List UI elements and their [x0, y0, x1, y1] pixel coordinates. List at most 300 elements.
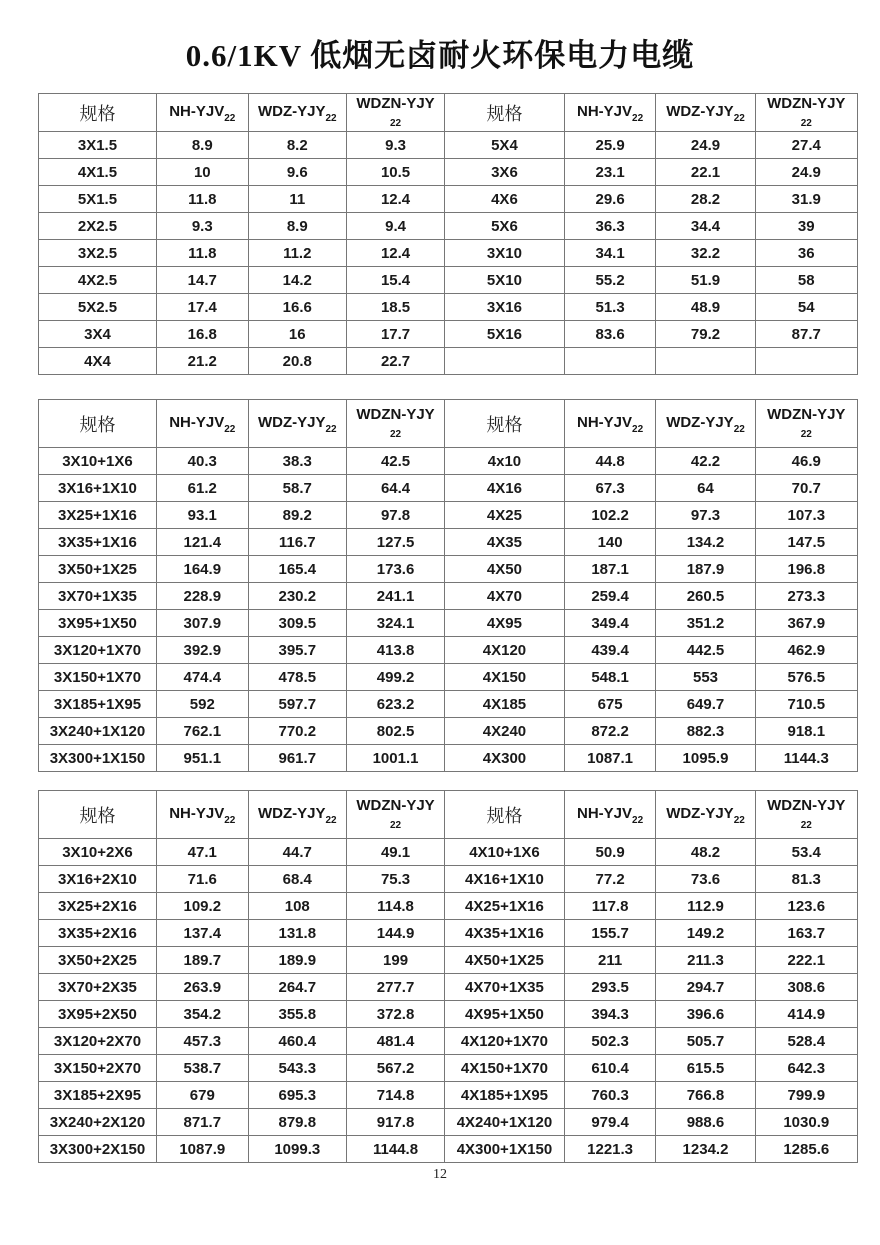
- spec-cell: 3X10+1X6: [39, 448, 157, 475]
- table-row: [39, 159, 858, 186]
- table-row: [39, 1055, 858, 1082]
- value-cell: 12.4: [346, 186, 444, 213]
- value-cell: 543.3: [248, 1055, 346, 1082]
- spec-cell: 3X10+2X6: [39, 839, 157, 866]
- value-cell: 44.8: [564, 448, 656, 475]
- cable-table-3: [38, 790, 858, 1163]
- value-cell: 17.4: [156, 294, 248, 321]
- value-cell: 117.8: [564, 893, 656, 920]
- value-cell: 528.4: [755, 1028, 857, 1055]
- table-row: [39, 745, 858, 772]
- value-cell: 538.7: [156, 1055, 248, 1082]
- value-cell: 309.5: [248, 610, 346, 637]
- value-cell: 16.8: [156, 321, 248, 348]
- value-cell: 1144.8: [346, 1136, 444, 1163]
- value-cell: 75.3: [346, 866, 444, 893]
- value-cell: 116.7: [248, 529, 346, 556]
- value-cell: 222.1: [755, 947, 857, 974]
- value-cell: 164.9: [156, 556, 248, 583]
- spec-cell: 3X25+2X16: [39, 893, 157, 920]
- value-cell: 442.5: [656, 637, 755, 664]
- value-cell: 70.7: [755, 475, 857, 502]
- spec-cell: 4X16: [445, 475, 565, 502]
- value-cell: 68.4: [248, 866, 346, 893]
- spec-cell: 3X95+2X50: [39, 1001, 157, 1028]
- value-cell: 349.4: [564, 610, 656, 637]
- value-cell: 51.9: [656, 267, 755, 294]
- value-cell: 1285.6: [755, 1136, 857, 1163]
- spec-cell: 4X50+1X25: [445, 947, 565, 974]
- value-cell: 81.3: [755, 866, 857, 893]
- value-cell: 1095.9: [656, 745, 755, 772]
- column-header-model: WDZ-$YJY_{22}$: [656, 400, 755, 448]
- value-cell: 8.9: [156, 132, 248, 159]
- value-cell: 31.9: [755, 186, 857, 213]
- value-cell: 592: [156, 691, 248, 718]
- value-cell: 137.4: [156, 920, 248, 947]
- table-row: [39, 186, 858, 213]
- value-cell: 47.1: [156, 839, 248, 866]
- column-header-spec: 规格: [39, 791, 157, 839]
- value-cell: 134.2: [656, 529, 755, 556]
- value-cell: 762.1: [156, 718, 248, 745]
- value-cell: 14.7: [156, 267, 248, 294]
- column-header-model: WDZ-$YJY_{22}$: [248, 94, 346, 132]
- spec-cell: 3X240+2X120: [39, 1109, 157, 1136]
- value-cell: 73.6: [656, 866, 755, 893]
- value-cell: 9.3: [156, 213, 248, 240]
- spec-cell: 3X300+1X150: [39, 745, 157, 772]
- value-cell: 28.2: [656, 186, 755, 213]
- value-cell: 21.2: [156, 348, 248, 375]
- value-cell: 20.8: [248, 348, 346, 375]
- cable-table-2: [38, 399, 858, 772]
- value-cell: [656, 348, 755, 375]
- value-cell: 15.4: [346, 267, 444, 294]
- value-cell: 22.7: [346, 348, 444, 375]
- spec-cell: 4X300+1X150: [445, 1136, 565, 1163]
- spec-cell: 4X300: [445, 745, 565, 772]
- spec-cell: 3X70+2X35: [39, 974, 157, 1001]
- value-cell: 23.1: [564, 159, 656, 186]
- value-cell: 439.4: [564, 637, 656, 664]
- value-cell: 163.7: [755, 920, 857, 947]
- value-cell: 38.3: [248, 448, 346, 475]
- spec-cell: 3X95+1X50: [39, 610, 157, 637]
- value-cell: 802.5: [346, 718, 444, 745]
- spec-cell: 4X25+1X16: [445, 893, 565, 920]
- spec-cell: 3X35+1X16: [39, 529, 157, 556]
- header-row: [39, 94, 858, 132]
- value-cell: 918.1: [755, 718, 857, 745]
- value-cell: 770.2: [248, 718, 346, 745]
- spec-cell: 5X4: [445, 132, 565, 159]
- value-cell: 396.6: [656, 1001, 755, 1028]
- column-header-model: WDZN-YJY $_{22}$: [755, 791, 857, 839]
- table-row: [39, 1136, 858, 1163]
- value-cell: 610.4: [564, 1055, 656, 1082]
- value-cell: 871.7: [156, 1109, 248, 1136]
- table-row: [39, 583, 858, 610]
- spec-cell: 4X35: [445, 529, 565, 556]
- value-cell: 27.4: [755, 132, 857, 159]
- value-cell: 499.2: [346, 664, 444, 691]
- column-header-model: WDZ-$YJY_{22}$: [248, 791, 346, 839]
- value-cell: 10: [156, 159, 248, 186]
- value-cell: 710.5: [755, 691, 857, 718]
- column-header-model: $NH-YJV_{22}$: [156, 791, 248, 839]
- value-cell: 273.3: [755, 583, 857, 610]
- value-cell: 18.5: [346, 294, 444, 321]
- spec-cell: 5X10: [445, 267, 565, 294]
- spec-cell: 3X150+1X70: [39, 664, 157, 691]
- spec-cell: 4X10+1X6: [445, 839, 565, 866]
- value-cell: 58.7: [248, 475, 346, 502]
- spec-cell: [445, 348, 565, 375]
- value-cell: 615.5: [656, 1055, 755, 1082]
- value-cell: 11.2: [248, 240, 346, 267]
- table-row: [39, 893, 858, 920]
- spec-cell: 3X300+2X150: [39, 1136, 157, 1163]
- value-cell: 144.9: [346, 920, 444, 947]
- spec-cell: 3X150+2X70: [39, 1055, 157, 1082]
- spec-cell: 4X95: [445, 610, 565, 637]
- value-cell: 25.9: [564, 132, 656, 159]
- value-cell: 46.9: [755, 448, 857, 475]
- value-cell: 649.7: [656, 691, 755, 718]
- value-cell: 1087.1: [564, 745, 656, 772]
- value-cell: 1099.3: [248, 1136, 346, 1163]
- table-row: [39, 920, 858, 947]
- value-cell: 50.9: [564, 839, 656, 866]
- table-row: [39, 610, 858, 637]
- value-cell: 131.8: [248, 920, 346, 947]
- column-header-model: $NH-YJV_{22}$: [156, 94, 248, 132]
- value-cell: 414.9: [755, 1001, 857, 1028]
- value-cell: 502.3: [564, 1028, 656, 1055]
- value-cell: 93.1: [156, 502, 248, 529]
- value-cell: 61.2: [156, 475, 248, 502]
- value-cell: 42.5: [346, 448, 444, 475]
- value-cell: 879.8: [248, 1109, 346, 1136]
- value-cell: 67.3: [564, 475, 656, 502]
- spec-cell: 4X150+1X70: [445, 1055, 565, 1082]
- column-header-model: WDZ-$YJY_{22}$: [656, 94, 755, 132]
- column-header-model: $NH-YJV_{22}$: [564, 791, 656, 839]
- spec-cell: 4X150: [445, 664, 565, 691]
- value-cell: 8.2: [248, 132, 346, 159]
- value-cell: 211.3: [656, 947, 755, 974]
- value-cell: 623.2: [346, 691, 444, 718]
- value-cell: 259.4: [564, 583, 656, 610]
- spec-cell: 3X70+1X35: [39, 583, 157, 610]
- value-cell: 17.7: [346, 321, 444, 348]
- value-cell: 127.5: [346, 529, 444, 556]
- value-cell: 392.9: [156, 637, 248, 664]
- value-cell: 97.8: [346, 502, 444, 529]
- value-cell: 97.3: [656, 502, 755, 529]
- spec-cell: 5X2.5: [39, 294, 157, 321]
- spec-cell: 5X16: [445, 321, 565, 348]
- value-cell: 14.2: [248, 267, 346, 294]
- value-cell: 988.6: [656, 1109, 755, 1136]
- value-cell: 1030.9: [755, 1109, 857, 1136]
- value-cell: 42.2: [656, 448, 755, 475]
- table-row: [39, 866, 858, 893]
- value-cell: 36.3: [564, 213, 656, 240]
- table-row: [39, 267, 858, 294]
- tables-container: [38, 93, 858, 1163]
- column-header-model: WDZN-YJY $_{22}$: [346, 94, 444, 132]
- spec-cell: 4X240: [445, 718, 565, 745]
- table-row: [39, 718, 858, 745]
- value-cell: 264.7: [248, 974, 346, 1001]
- value-cell: 367.9: [755, 610, 857, 637]
- cable-table-1: [38, 93, 858, 375]
- spec-cell: 4X185: [445, 691, 565, 718]
- column-header-model: $NH-YJV_{22}$: [564, 400, 656, 448]
- value-cell: 760.3: [564, 1082, 656, 1109]
- table-row: [39, 475, 858, 502]
- value-cell: 1234.2: [656, 1136, 755, 1163]
- value-cell: 44.7: [248, 839, 346, 866]
- spec-cell: 4X25: [445, 502, 565, 529]
- table-row: [39, 839, 858, 866]
- value-cell: 576.5: [755, 664, 857, 691]
- value-cell: 114.8: [346, 893, 444, 920]
- column-header-spec: 规格: [445, 400, 565, 448]
- spec-cell: 4X185+1X95: [445, 1082, 565, 1109]
- value-cell: 294.7: [656, 974, 755, 1001]
- table-row: [39, 947, 858, 974]
- value-cell: 55.2: [564, 267, 656, 294]
- value-cell: 462.9: [755, 637, 857, 664]
- table-row: [39, 556, 858, 583]
- value-cell: 642.3: [755, 1055, 857, 1082]
- value-cell: 478.5: [248, 664, 346, 691]
- value-cell: 173.6: [346, 556, 444, 583]
- spec-cell: 4X240+1X120: [445, 1109, 565, 1136]
- column-header-model: $NH-YJV_{22}$: [564, 94, 656, 132]
- spec-cell: 3X2.5: [39, 240, 157, 267]
- value-cell: 766.8: [656, 1082, 755, 1109]
- value-cell: 679: [156, 1082, 248, 1109]
- column-header-model: WDZN-YJY $_{22}$: [346, 791, 444, 839]
- value-cell: 277.7: [346, 974, 444, 1001]
- value-cell: 199: [346, 947, 444, 974]
- value-cell: 29.6: [564, 186, 656, 213]
- value-cell: 11.8: [156, 186, 248, 213]
- value-cell: 189.7: [156, 947, 248, 974]
- value-cell: 882.3: [656, 718, 755, 745]
- value-cell: 123.6: [755, 893, 857, 920]
- spec-cell: 3X50+1X25: [39, 556, 157, 583]
- value-cell: 1144.3: [755, 745, 857, 772]
- page-number: 12: [433, 1167, 447, 1182]
- table-row: [39, 1082, 858, 1109]
- value-cell: 1221.3: [564, 1136, 656, 1163]
- column-header-model: WDZN-YJY $_{22}$: [346, 400, 444, 448]
- spec-cell: 3X16+2X10: [39, 866, 157, 893]
- value-cell: 263.9: [156, 974, 248, 1001]
- spec-cell: 3X185+2X95: [39, 1082, 157, 1109]
- value-cell: 548.1: [564, 664, 656, 691]
- spec-cell: 4X70: [445, 583, 565, 610]
- value-cell: 11.8: [156, 240, 248, 267]
- value-cell: 49.1: [346, 839, 444, 866]
- spec-cell: 4X6: [445, 186, 565, 213]
- value-cell: 354.2: [156, 1001, 248, 1028]
- value-cell: 293.5: [564, 974, 656, 1001]
- value-cell: 460.4: [248, 1028, 346, 1055]
- header-row: [39, 400, 858, 448]
- value-cell: 951.1: [156, 745, 248, 772]
- value-cell: 11: [248, 186, 346, 213]
- column-header-model: WDZ-$YJY_{22}$: [656, 791, 755, 839]
- table-row: [39, 294, 858, 321]
- value-cell: 1087.9: [156, 1136, 248, 1163]
- value-cell: 140: [564, 529, 656, 556]
- value-cell: 36: [755, 240, 857, 267]
- value-cell: 9.3: [346, 132, 444, 159]
- value-cell: 22.1: [656, 159, 755, 186]
- table-row: [39, 529, 858, 556]
- value-cell: 481.4: [346, 1028, 444, 1055]
- spec-cell: 3X10: [445, 240, 565, 267]
- spec-cell: 4X16+1X10: [445, 866, 565, 893]
- value-cell: 8.9: [248, 213, 346, 240]
- value-cell: 58: [755, 267, 857, 294]
- value-cell: 24.9: [656, 132, 755, 159]
- spec-cell: 4x10: [445, 448, 565, 475]
- value-cell: 395.7: [248, 637, 346, 664]
- spec-cell: 3X185+1X95: [39, 691, 157, 718]
- value-cell: 189.9: [248, 947, 346, 974]
- spec-cell: 3X16+1X10: [39, 475, 157, 502]
- value-cell: 12.4: [346, 240, 444, 267]
- spec-cell: 4X50: [445, 556, 565, 583]
- value-cell: 9.6: [248, 159, 346, 186]
- spec-cell: 3X4: [39, 321, 157, 348]
- value-cell: 307.9: [156, 610, 248, 637]
- value-cell: 112.9: [656, 893, 755, 920]
- value-cell: 355.8: [248, 1001, 346, 1028]
- value-cell: 230.2: [248, 583, 346, 610]
- value-cell: 71.6: [156, 866, 248, 893]
- value-cell: 872.2: [564, 718, 656, 745]
- value-cell: 372.8: [346, 1001, 444, 1028]
- table-row: [39, 321, 858, 348]
- value-cell: 187.9: [656, 556, 755, 583]
- spec-cell: 4X120+1X70: [445, 1028, 565, 1055]
- value-cell: 89.2: [248, 502, 346, 529]
- table-row: [39, 637, 858, 664]
- value-cell: 474.4: [156, 664, 248, 691]
- spec-cell: 3X240+1X120: [39, 718, 157, 745]
- value-cell: 9.4: [346, 213, 444, 240]
- column-header-spec: 规格: [39, 94, 157, 132]
- spec-cell: 4X70+1X35: [445, 974, 565, 1001]
- spec-cell: 3X35+2X16: [39, 920, 157, 947]
- value-cell: 324.1: [346, 610, 444, 637]
- spec-cell: 3X16: [445, 294, 565, 321]
- value-cell: 196.8: [755, 556, 857, 583]
- value-cell: 40.3: [156, 448, 248, 475]
- value-cell: 48.2: [656, 839, 755, 866]
- spec-cell: 5X6: [445, 213, 565, 240]
- value-cell: 48.9: [656, 294, 755, 321]
- value-cell: 211: [564, 947, 656, 974]
- value-cell: 799.9: [755, 1082, 857, 1109]
- spec-cell: 3X1.5: [39, 132, 157, 159]
- value-cell: 54: [755, 294, 857, 321]
- value-cell: 413.8: [346, 637, 444, 664]
- spec-cell: 5X1.5: [39, 186, 157, 213]
- value-cell: 108: [248, 893, 346, 920]
- value-cell: 39: [755, 213, 857, 240]
- value-cell: 149.2: [656, 920, 755, 947]
- value-cell: 102.2: [564, 502, 656, 529]
- value-cell: 24.9: [755, 159, 857, 186]
- value-cell: 77.2: [564, 866, 656, 893]
- value-cell: 109.2: [156, 893, 248, 920]
- table-row: [39, 213, 858, 240]
- spec-cell: 3X25+1X16: [39, 502, 157, 529]
- value-cell: 34.1: [564, 240, 656, 267]
- value-cell: 961.7: [248, 745, 346, 772]
- table-row: [39, 691, 858, 718]
- value-cell: 714.8: [346, 1082, 444, 1109]
- spec-cell: 2X2.5: [39, 213, 157, 240]
- column-header-model: WDZ-$YJY_{22}$: [248, 400, 346, 448]
- value-cell: 34.4: [656, 213, 755, 240]
- value-cell: 695.3: [248, 1082, 346, 1109]
- header-row: [39, 791, 858, 839]
- value-cell: 979.4: [564, 1109, 656, 1136]
- value-cell: 394.3: [564, 1001, 656, 1028]
- value-cell: 553: [656, 664, 755, 691]
- table-row: [39, 502, 858, 529]
- value-cell: 147.5: [755, 529, 857, 556]
- value-cell: [564, 348, 656, 375]
- value-cell: 51.3: [564, 294, 656, 321]
- value-cell: 457.3: [156, 1028, 248, 1055]
- value-cell: [755, 348, 857, 375]
- page-title: 0.6/1KV 低烟无卤耐火环保电力电缆: [185, 38, 695, 73]
- table-row: [39, 1028, 858, 1055]
- value-cell: 260.5: [656, 583, 755, 610]
- column-header-spec: 规格: [445, 791, 565, 839]
- spec-cell: 4X120: [445, 637, 565, 664]
- value-cell: 597.7: [248, 691, 346, 718]
- spec-cell: 4X4: [39, 348, 157, 375]
- value-cell: 567.2: [346, 1055, 444, 1082]
- value-cell: 155.7: [564, 920, 656, 947]
- table-row: [39, 664, 858, 691]
- table-row: [39, 974, 858, 1001]
- value-cell: 917.8: [346, 1109, 444, 1136]
- spec-cell: 4X95+1X50: [445, 1001, 565, 1028]
- value-cell: 53.4: [755, 839, 857, 866]
- value-cell: 165.4: [248, 556, 346, 583]
- spec-cell: 4X2.5: [39, 267, 157, 294]
- column-header-spec: 规格: [39, 400, 157, 448]
- value-cell: 64: [656, 475, 755, 502]
- column-header-model: WDZN-YJY $_{22}$: [755, 94, 857, 132]
- table-row: [39, 448, 858, 475]
- value-cell: 241.1: [346, 583, 444, 610]
- value-cell: 351.2: [656, 610, 755, 637]
